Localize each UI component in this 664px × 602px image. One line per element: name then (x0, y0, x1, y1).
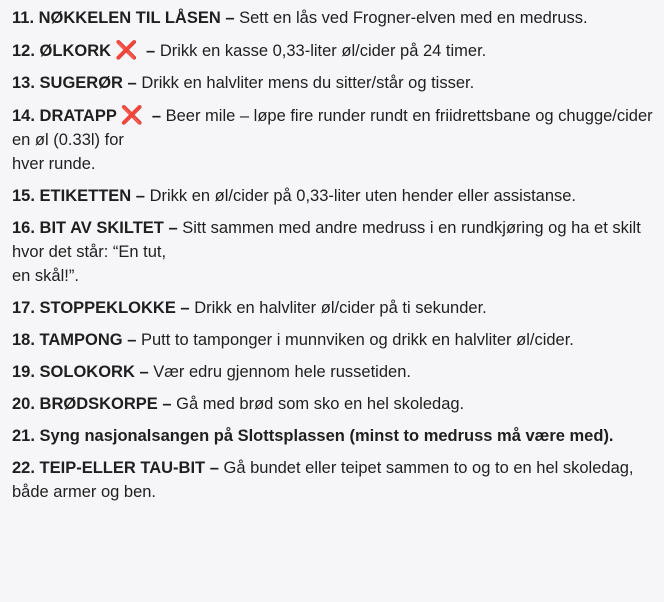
item-number: 22. (12, 459, 35, 477)
item-dash: – (205, 459, 224, 477)
item-title: SOLOKORK (39, 363, 135, 381)
list-item (12, 38, 654, 63)
list-item (12, 424, 654, 448)
item-title: TEIP-ELLER TAU-BIT (39, 459, 206, 477)
list-item (12, 6, 654, 30)
item-number: 18. (12, 331, 35, 349)
item-text: Drikk en halvliter mens du sitter/står og tisser. (141, 74, 475, 92)
list-item (12, 456, 654, 504)
item-text: Gå bundet eller teipet sammen to og to en hel skoledag, både armer og ben. (12, 459, 634, 501)
list-item (12, 392, 654, 416)
item-dash: – (157, 395, 177, 413)
item-title: BIT AV SKILTET (39, 219, 164, 237)
list-item (12, 296, 654, 320)
item-text: Drikk en halvliter øl/cider på ti sekunder. (194, 299, 487, 317)
list-item (12, 328, 654, 352)
list-item (12, 71, 654, 95)
item-text: Gå med brød som sko en hel skoledag. (176, 395, 465, 413)
item-dash: – (131, 187, 150, 205)
item-number: 15. (12, 187, 35, 205)
item-number: 13. (12, 74, 35, 92)
item-number: 19. (12, 363, 35, 381)
list-item (12, 216, 654, 288)
item-dash: – (220, 9, 240, 27)
item-text: Vær edru gjennom hele russetiden. (153, 363, 411, 381)
item-number: 21. (12, 427, 35, 445)
item-dash: – (147, 107, 166, 125)
item-title: SUGERØR (39, 74, 123, 92)
item-title: ETIKETTEN (39, 187, 132, 205)
list-item (12, 103, 654, 176)
item-text: Sett en lås ved Frogner-elven med en medruss. (239, 9, 588, 27)
item-title: NØKKELEN TIL LÅSEN (38, 9, 221, 27)
item-title: DRATAPP (39, 107, 117, 125)
item-number: 12. (12, 42, 35, 60)
item-dash: – (163, 219, 183, 237)
item-title: STOPPEKLOKKE (39, 299, 176, 317)
item-dash: – (122, 331, 141, 349)
item-number: 20. (12, 395, 35, 413)
list-item (12, 360, 654, 384)
item-title: BRØDSKORPE (39, 395, 158, 413)
item-title: TAMPONG (39, 331, 123, 349)
item-dash: – (141, 42, 160, 60)
list-item (12, 184, 654, 208)
item-dash: – (122, 74, 142, 92)
item-dash: – (175, 299, 195, 317)
item-text: Drikk en øl/cider på 0,33-liter uten hender eller assistanse. (149, 187, 577, 205)
item-title: ØLKORK (39, 42, 112, 60)
item-number: 11. (12, 9, 35, 27)
item-number: 14. (12, 107, 35, 125)
item-text: Sitt sammen med andre medruss i en rundkjøring og ha et skilt hvor det står: “En tut, en skål!”. (12, 219, 641, 285)
item-text: Drikk en kasse 0,33-liter øl/cider på 24 timer. (159, 42, 487, 60)
item-text: Beer mile – løpe fire runder rundt en friidrettsbane og chugge/cider en øl (0.33l) for hver runde. (12, 107, 653, 173)
item-number: 16. (12, 219, 35, 237)
cross-mark-icon: ❌ (115, 40, 138, 60)
item-dash: – (134, 363, 154, 381)
item-text: Putt to tamponger i munnviken og drikk en halvliter øl/cider. (141, 331, 574, 349)
cross-mark-icon: ❌ (120, 105, 144, 125)
item-number: 17. (12, 299, 35, 317)
item-text: Syng nasjonalsangen på Slottsplassen (minst to medruss må være med). (39, 427, 614, 445)
